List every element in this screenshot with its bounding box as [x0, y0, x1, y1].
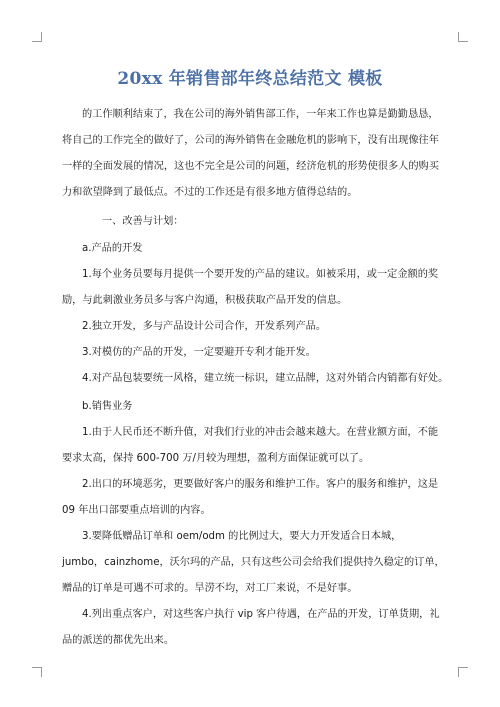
- body-line: 品的派送的都优先出来。: [62, 635, 175, 646]
- body-line: 将自己的工作完全的做好了，公司的海外销售在金融危机的影响下，没有出现像往年: [62, 135, 439, 146]
- document-title: 20xx 年销售部年终总结范文 模板: [117, 69, 383, 89]
- corner-mark-bottom-right: [458, 667, 468, 677]
- body-line: jumbo，cainzhome，沃尔玛的产品，只有这些公司会给我们提供持久稳定的订单，: [62, 557, 445, 568]
- body-line: 4.对产品包装要统一风格，建立统一标识，建立品牌，这对外销合内销都有好处。: [82, 373, 449, 384]
- body-line: 励，与此刺激业务员多与客户沟通，积极获取产品开发的信息。: [62, 295, 348, 306]
- body-line: 赠品的订单是可遇不可求的。旱涝不均，对工厂来说，不是好事。: [62, 583, 358, 594]
- body-line: b.销售业务: [82, 401, 133, 412]
- body-line: 要求太高，保持 600-700 万/月较为理想，盈利方面保证就可以了。: [62, 453, 370, 464]
- body-line: 3.要降低赠品订单和 oem/odm 的比例过大，要大力开发适合日本城，: [82, 531, 402, 542]
- corner-mark-top-left: [32, 32, 42, 42]
- corner-mark-bottom-left: [32, 667, 42, 677]
- body-line: 3.对模仿的产品的开发，一定要避开专利才能开发。: [82, 347, 316, 358]
- body-line: 一、改善与计划：: [102, 216, 184, 227]
- corner-mark-top-right: [458, 32, 468, 42]
- body-line: 一样的全面发展的情况，这也不完全是公司的问题，经济危机的形势使很多人的购买: [62, 161, 439, 172]
- body-line: 的工作顺利结束了，我在公司的海外销售部工作，一年来工作也算是勤勤恳恳，: [82, 109, 439, 120]
- body-line: 力和欲望降到了最低点。不过的工作还是有很多地方值得总结的。: [62, 187, 358, 198]
- body-line: 09 年出口部要重点培训的内容。: [62, 505, 211, 516]
- body-line: 1.由于人民币还不断升值，对我们行业的冲击会越来越大。在营业额方面，不能: [82, 427, 439, 438]
- body-line: 2.独立开发，多与产品设计公司合作，开发系列产品。: [82, 321, 327, 332]
- body-line: 1.每个业务员要每月提供一个要开发的产品的建议。如被采用，或一定金额的奖: [82, 269, 439, 280]
- body-line: a.产品的开发: [82, 243, 143, 254]
- body-line: 4.列出重点客户，对这些客户执行 vip 客户待遇，在产品的开发，订单货期，礼: [82, 609, 440, 620]
- body-line: 2.出口的环境恶劣，更要做好客户的服务和维护工作。客户的服务和维护，这是: [82, 479, 439, 490]
